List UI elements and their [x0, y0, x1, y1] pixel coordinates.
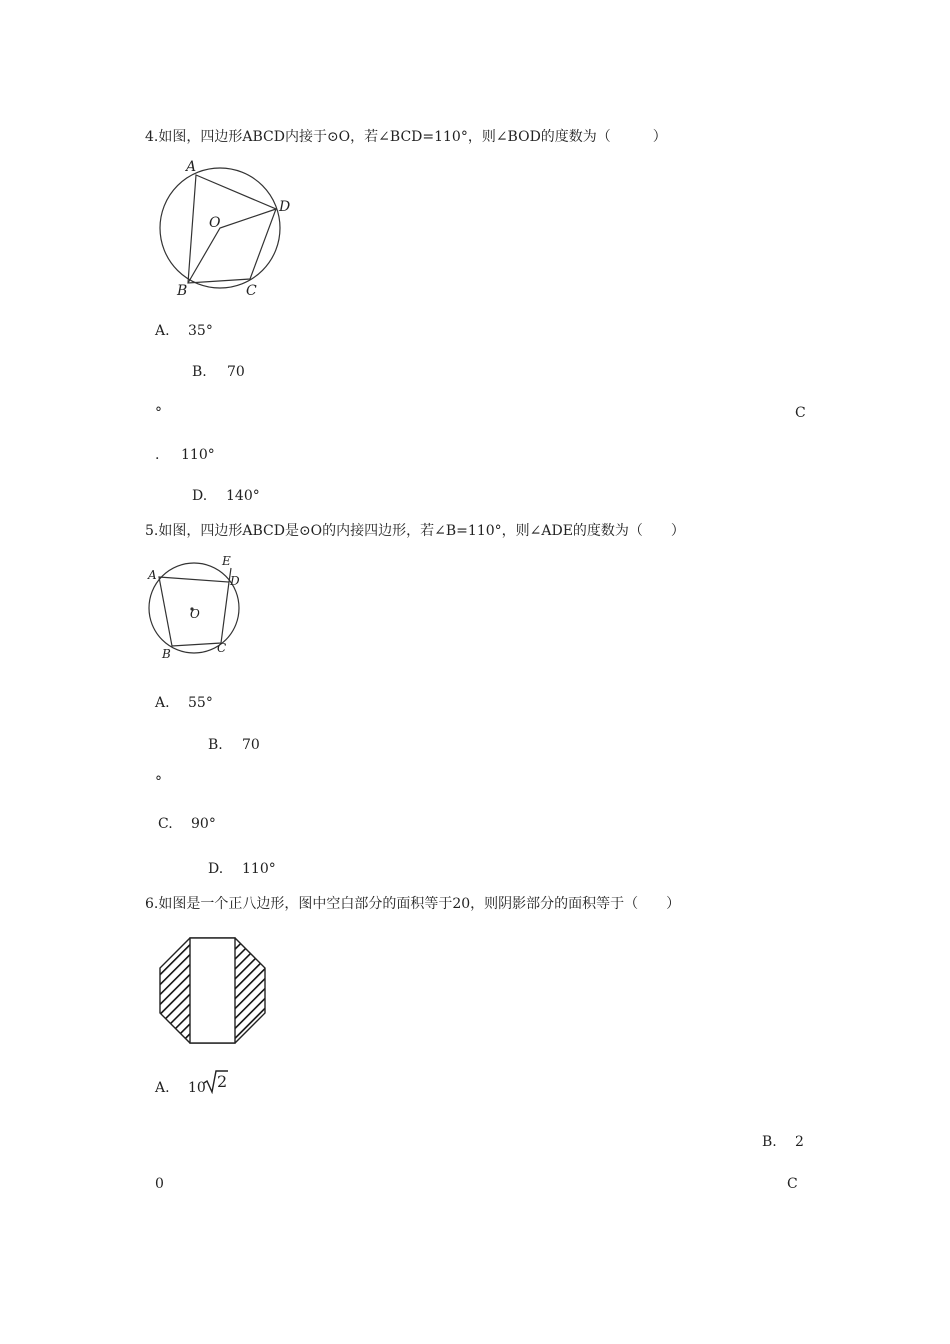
question-6-stem: 6.如图是一个正八边形，图中空白部分的面积等于20，则阴影部分的面积等于（ ） [145, 896, 681, 912]
question-6-figure [158, 936, 268, 1046]
q6-option-c-letter: C [787, 1176, 798, 1192]
question-4-stem: 4.如图，四边形ABCD内接于⊙O，若∠BCD=110°，则∠BOD的度数为（ ） [145, 129, 667, 145]
label-d: D [230, 574, 240, 588]
radical-value: 2 [217, 1072, 228, 1091]
q5-option-a-value: 55° [188, 695, 213, 711]
label-a: A [186, 159, 197, 175]
q5-option-b-tail: ° [155, 774, 162, 790]
label-d: D [279, 199, 291, 215]
q5-option-c-value: 90° [191, 816, 216, 832]
q4-option-a-letter: A. [155, 323, 170, 339]
q5-option-d-letter: D. [208, 861, 224, 877]
q4-option-b-letter: B. [192, 364, 207, 380]
question-5-figure [142, 552, 252, 662]
q4-option-c-value: 110° [181, 447, 215, 463]
q6-option-b-tail: 0 [155, 1176, 164, 1192]
q4-option-b-tail: ° [155, 405, 162, 421]
q5-option-a-letter: A. [155, 695, 170, 711]
quadrilateral-abcd [188, 175, 276, 283]
label-a: A [148, 568, 157, 582]
q6-option-a-value: 10 [188, 1080, 206, 1096]
question-5-stem: 5.如图，四边形ABCD是⊙O的内接四边形，若∠B=110°，则∠ADE的度数为（ ） [145, 523, 685, 539]
label-c: C [246, 283, 257, 299]
label-c: C [217, 641, 227, 655]
label-o: O [190, 607, 200, 621]
q4-option-d-value: 140° [226, 488, 260, 504]
q6-option-a-letter: A. [155, 1080, 170, 1096]
question-4-figure [150, 155, 310, 300]
q4-option-c-dot: . [155, 447, 160, 463]
q5-option-c-letter: C. [158, 816, 173, 832]
label-b: B [162, 647, 171, 661]
q4-option-c-letter: C [795, 405, 806, 421]
label-o: O [209, 215, 221, 231]
q4-option-b-value: 70 [227, 364, 245, 380]
square-root-sign [203, 1068, 229, 1094]
q5-option-d-value: 110° [242, 861, 276, 877]
q4-option-d-letter: D. [192, 488, 208, 504]
q6-option-b-value: 2 [795, 1134, 804, 1150]
q6-option-b-letter: B. [762, 1134, 777, 1150]
label-e: E [222, 554, 231, 568]
label-b: B [177, 283, 188, 299]
q4-option-a-value: 35° [188, 323, 213, 339]
blank-rectangle [190, 938, 235, 1043]
q5-option-b-letter: B. [208, 737, 223, 753]
q5-option-b-value: 70 [242, 737, 260, 753]
